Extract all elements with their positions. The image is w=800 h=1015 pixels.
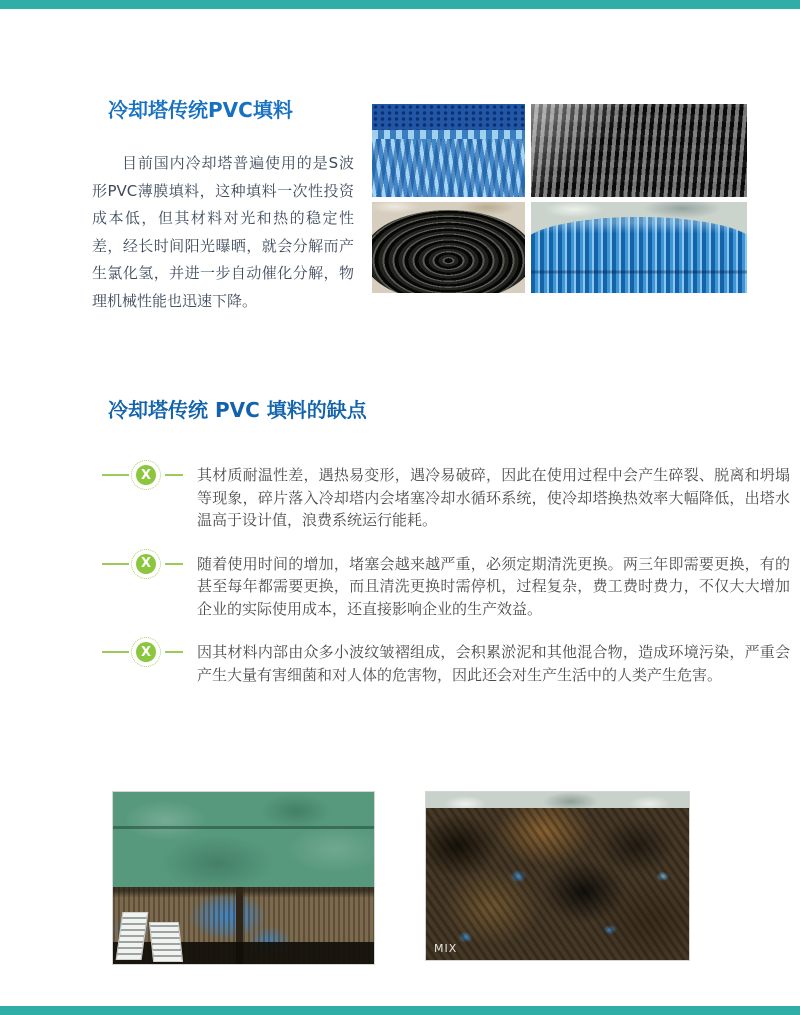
dash-line-right (165, 651, 183, 653)
drawback-item (100, 641, 790, 686)
section2-title: 冷却塔传统 PVC 填料的缺点 (108, 398, 367, 422)
ladder-icon (149, 922, 183, 962)
dotted-ring (131, 549, 161, 579)
black-round-spiral-fill-image (372, 202, 525, 293)
x-badge-icon (100, 641, 197, 664)
dash-line-right (165, 474, 183, 476)
x-badge-icon (100, 553, 197, 576)
dash-line-right (165, 563, 183, 565)
drawback-item (100, 553, 790, 621)
dotted-ring (131, 460, 161, 490)
drawback-text: 因其材料内部由众多小波纹皱褶组成，会积累淤泥和其他混合物，造成环境污染，严重会产生大量有害细菌和对人体的危害物，因此还会对生产生活中的人类产生危害。 (197, 643, 790, 684)
black-corrugated-pvc-fill-image (531, 104, 747, 197)
drawback-list (100, 464, 790, 707)
x-icon: X (136, 642, 156, 662)
old-cooling-tower-fill-photo (112, 791, 375, 965)
bottom-accent-bar (0, 1006, 800, 1015)
section1-title: 冷却塔传统PVC填料 (108, 98, 293, 122)
dotted-ring (131, 637, 161, 667)
blue-round-pvc-fill-image (531, 202, 747, 293)
waste-fill-pile (426, 808, 689, 960)
blue-s-wave-pvc-fill-image (372, 104, 525, 197)
dash-line-left (102, 563, 129, 565)
dash-line-left (102, 474, 129, 476)
x-icon: X (136, 465, 156, 485)
drawback-text: 随着使用时间的增加，堵塞会越来越严重，必须定期清洗更换。两三年即需要更换，有的甚至每年都需要更换，而且清洗更换时需停机，过程复杂，费工费时费力，不仅大大增加企业的实际使用成本，还直接影响企业的生产效益。 (197, 554, 790, 618)
mix-watermark: MIX (434, 942, 458, 955)
discarded-fill-pile-photo (425, 791, 690, 961)
section1-paragraph: 目前国内冷却塔普遍使用的是S波形PVC薄膜填料，这种填料一次性投资成本低，但其材料对光和热的稳定性差，经长时间阳光曝晒，就会分解而产生氯化氢，并进一步自动催化分解，物理机械性能也迅速下降。 (92, 154, 354, 310)
green-tower-panel (113, 792, 374, 890)
x-icon: X (136, 554, 156, 574)
drawback-item (100, 464, 790, 532)
x-badge-icon (100, 464, 197, 487)
dash-line-left (102, 651, 129, 653)
top-accent-bar (0, 0, 800, 9)
fill-image-grid (372, 104, 747, 293)
drawback-text: 其材质耐温性差，遇热易变形，遇冷易破碎，因此在使用过程中会产生碎裂、脱离和坍塌等现象，碎片落入冷却塔内会堵塞冷却水循环系统，使冷却塔换热效率大幅降低，出塔水温高于设计值，浪费系统运行能耗。 (197, 466, 790, 529)
